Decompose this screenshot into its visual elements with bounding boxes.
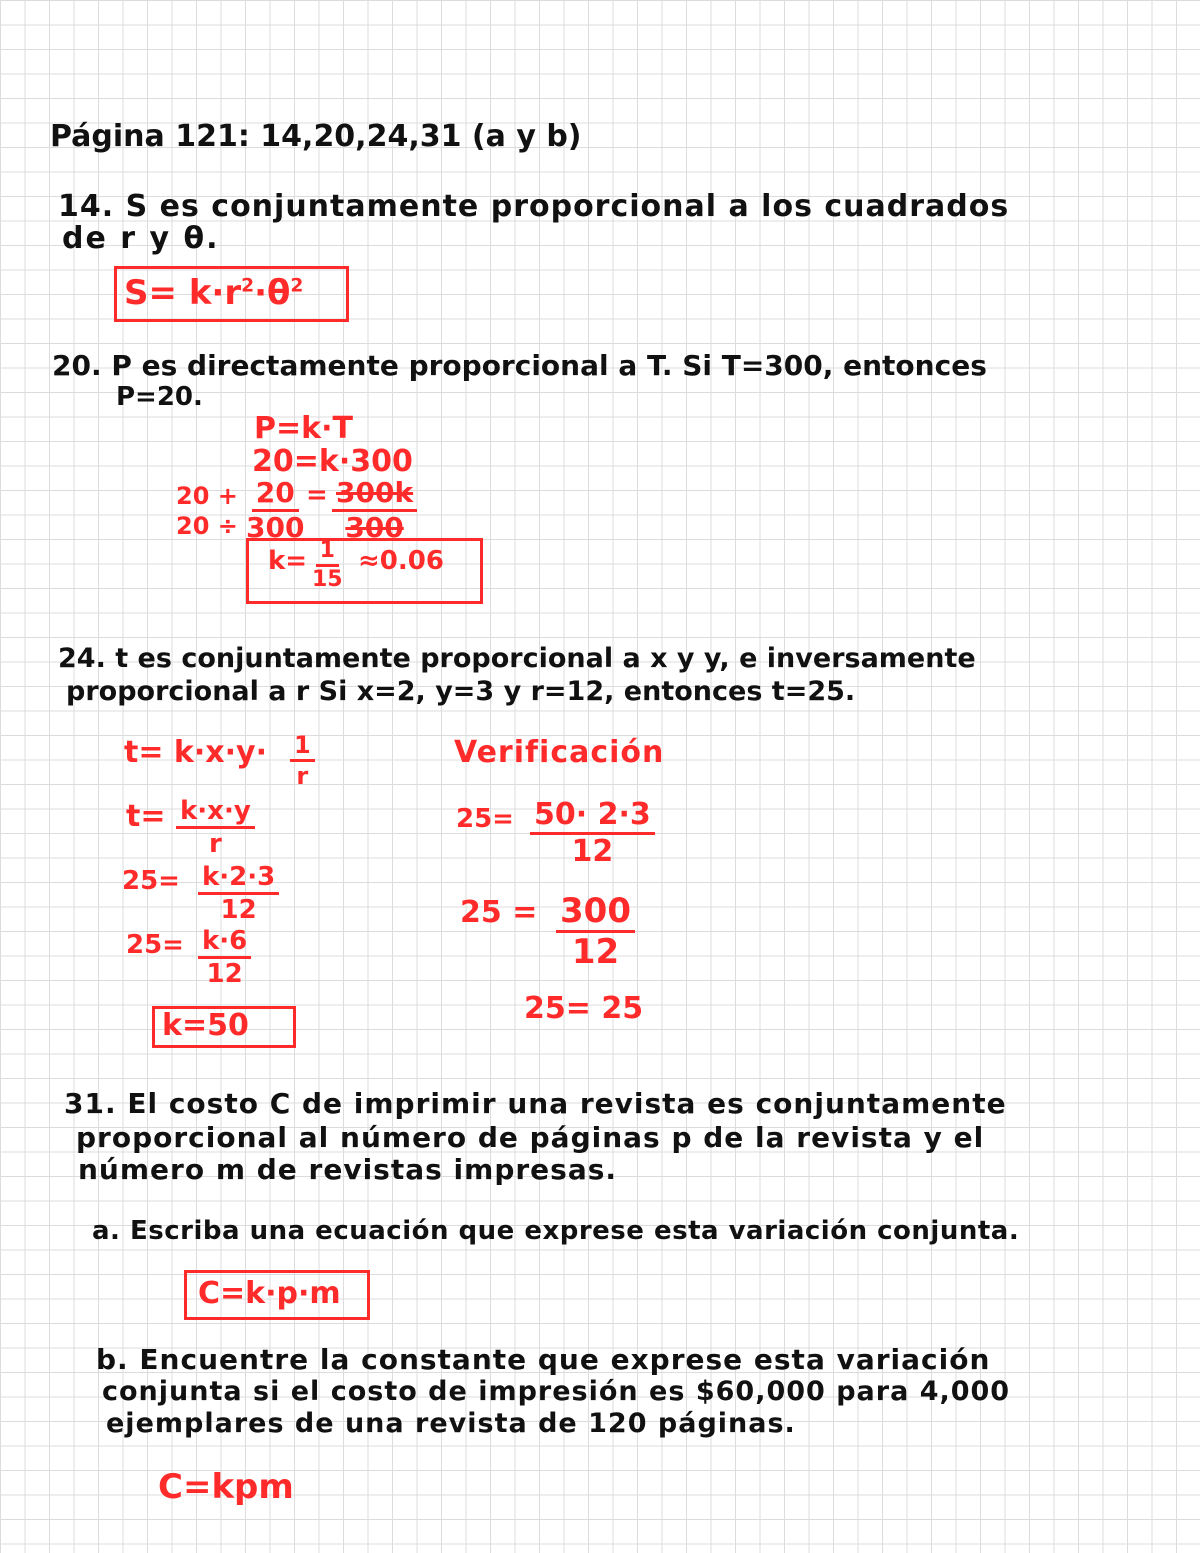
denominator: 15 — [312, 567, 343, 592]
numerator: 20 — [252, 479, 299, 512]
problem-20-answer-k: k= — [268, 546, 308, 576]
problem-31a-text: a. Escriba una ecuación que exprese esta variación conjunta. — [92, 1216, 1020, 1246]
problem-31b-line-1: b. Encuentre la constante que exprese esta variación — [96, 1343, 991, 1376]
numerator: k·x·y — [176, 798, 255, 829]
problem-31a-answer: C=k·p·m — [198, 1276, 341, 1311]
page-title: Página 121: 14,20,24,31 (a y b) — [50, 119, 582, 154]
verification-result: 25= 25 — [524, 991, 644, 1026]
denominator: 300 — [345, 511, 404, 544]
denominator: 12 — [571, 932, 620, 972]
problem-20-line-1: 20. P es directamente proporcional a T. Si T=300, entonces — [52, 349, 987, 382]
problem-24-step-1-fraction — [290, 733, 315, 788]
verification-step-1-lhs: 25= — [456, 804, 514, 834]
problem-20-fraction-right — [332, 476, 417, 544]
problem-24-step-2-fraction — [176, 798, 255, 857]
verification-step-2-fraction — [556, 891, 635, 972]
problem-24-step-3-lhs: 25= — [122, 866, 180, 896]
problem-31b-line-2: conjunta si el costo de impresión es $60,000 para 4,000 — [102, 1376, 1011, 1407]
problem-20-answer-fraction — [312, 540, 343, 591]
exponent: 2 — [290, 275, 304, 297]
answer-mid: ·θ — [254, 273, 291, 313]
problem-31-line-1: 31. El costo C de imprimir una revista es conjuntamente — [64, 1087, 1007, 1120]
verification-step-2-lhs: 25 = — [460, 895, 538, 930]
numerator: 300 — [556, 894, 635, 933]
problem-24-step-1-lhs: t= k·x·y· — [124, 735, 267, 770]
numerator: 1 — [290, 733, 315, 762]
problem-20-step-3-left: 20 + — [176, 482, 238, 510]
problem-24-line-2: proporcional a r Si x=2, y=3 y r=12, entonces t=25. — [66, 676, 856, 707]
numerator: k·2·3 — [198, 864, 279, 895]
problem-31-line-2: proporcional al número de páginas p de la revista y el — [76, 1121, 985, 1154]
numerator: 1 — [316, 540, 339, 567]
problem-31b-line-3: ejemplares de una revista de 120 páginas. — [106, 1408, 796, 1439]
problem-24-line-1: 24. t es conjuntamente proporcional a x y y, e inversamente — [58, 643, 976, 674]
exponent: 2 — [241, 275, 255, 297]
problem-24-step-4-lhs: 25= — [126, 930, 184, 960]
problem-20-step-2: 20=k·300 — [252, 444, 413, 479]
problem-24-step-3-fraction — [198, 864, 279, 923]
numerator: 50· 2·3 — [530, 800, 655, 835]
problem-20-step-4-left: 20 ÷ — [176, 512, 238, 540]
problem-20-fraction-left — [246, 476, 305, 544]
problem-14-line-2: de r y θ. — [62, 221, 220, 256]
verification-step-1-fraction — [530, 797, 655, 869]
verification-title: Verificación — [454, 735, 665, 770]
problem-24-answer: k=50 — [162, 1008, 249, 1043]
numerator: 300k — [332, 479, 417, 512]
problem-20-equals: = — [306, 480, 328, 510]
problem-14-line-1: 14. S es conjuntamente proporcional a los cuadrados — [58, 189, 1010, 224]
problem-20-step-1: P=k·T — [254, 411, 353, 446]
denominator: r — [296, 762, 309, 790]
denominator: 12 — [220, 895, 257, 925]
numerator: k·6 — [198, 928, 251, 959]
denominator: 12 — [571, 834, 614, 869]
problem-14-answer — [124, 273, 304, 313]
problem-24-step-4-fraction — [198, 928, 251, 987]
problem-20-answer-approx: ≈0.06 — [358, 546, 444, 576]
problem-20-line-2: P=20. — [116, 382, 203, 412]
problem-31-line-3: número m de revistas impresas. — [78, 1153, 618, 1186]
denominator: 300 — [246, 511, 305, 544]
denominator: r — [208, 829, 222, 859]
denominator: 12 — [206, 959, 243, 989]
answer-lhs: S= k·r — [124, 273, 242, 313]
problem-31b-answer: C=kpm — [158, 1467, 294, 1507]
problem-24-step-2-lhs: t= — [126, 799, 166, 834]
